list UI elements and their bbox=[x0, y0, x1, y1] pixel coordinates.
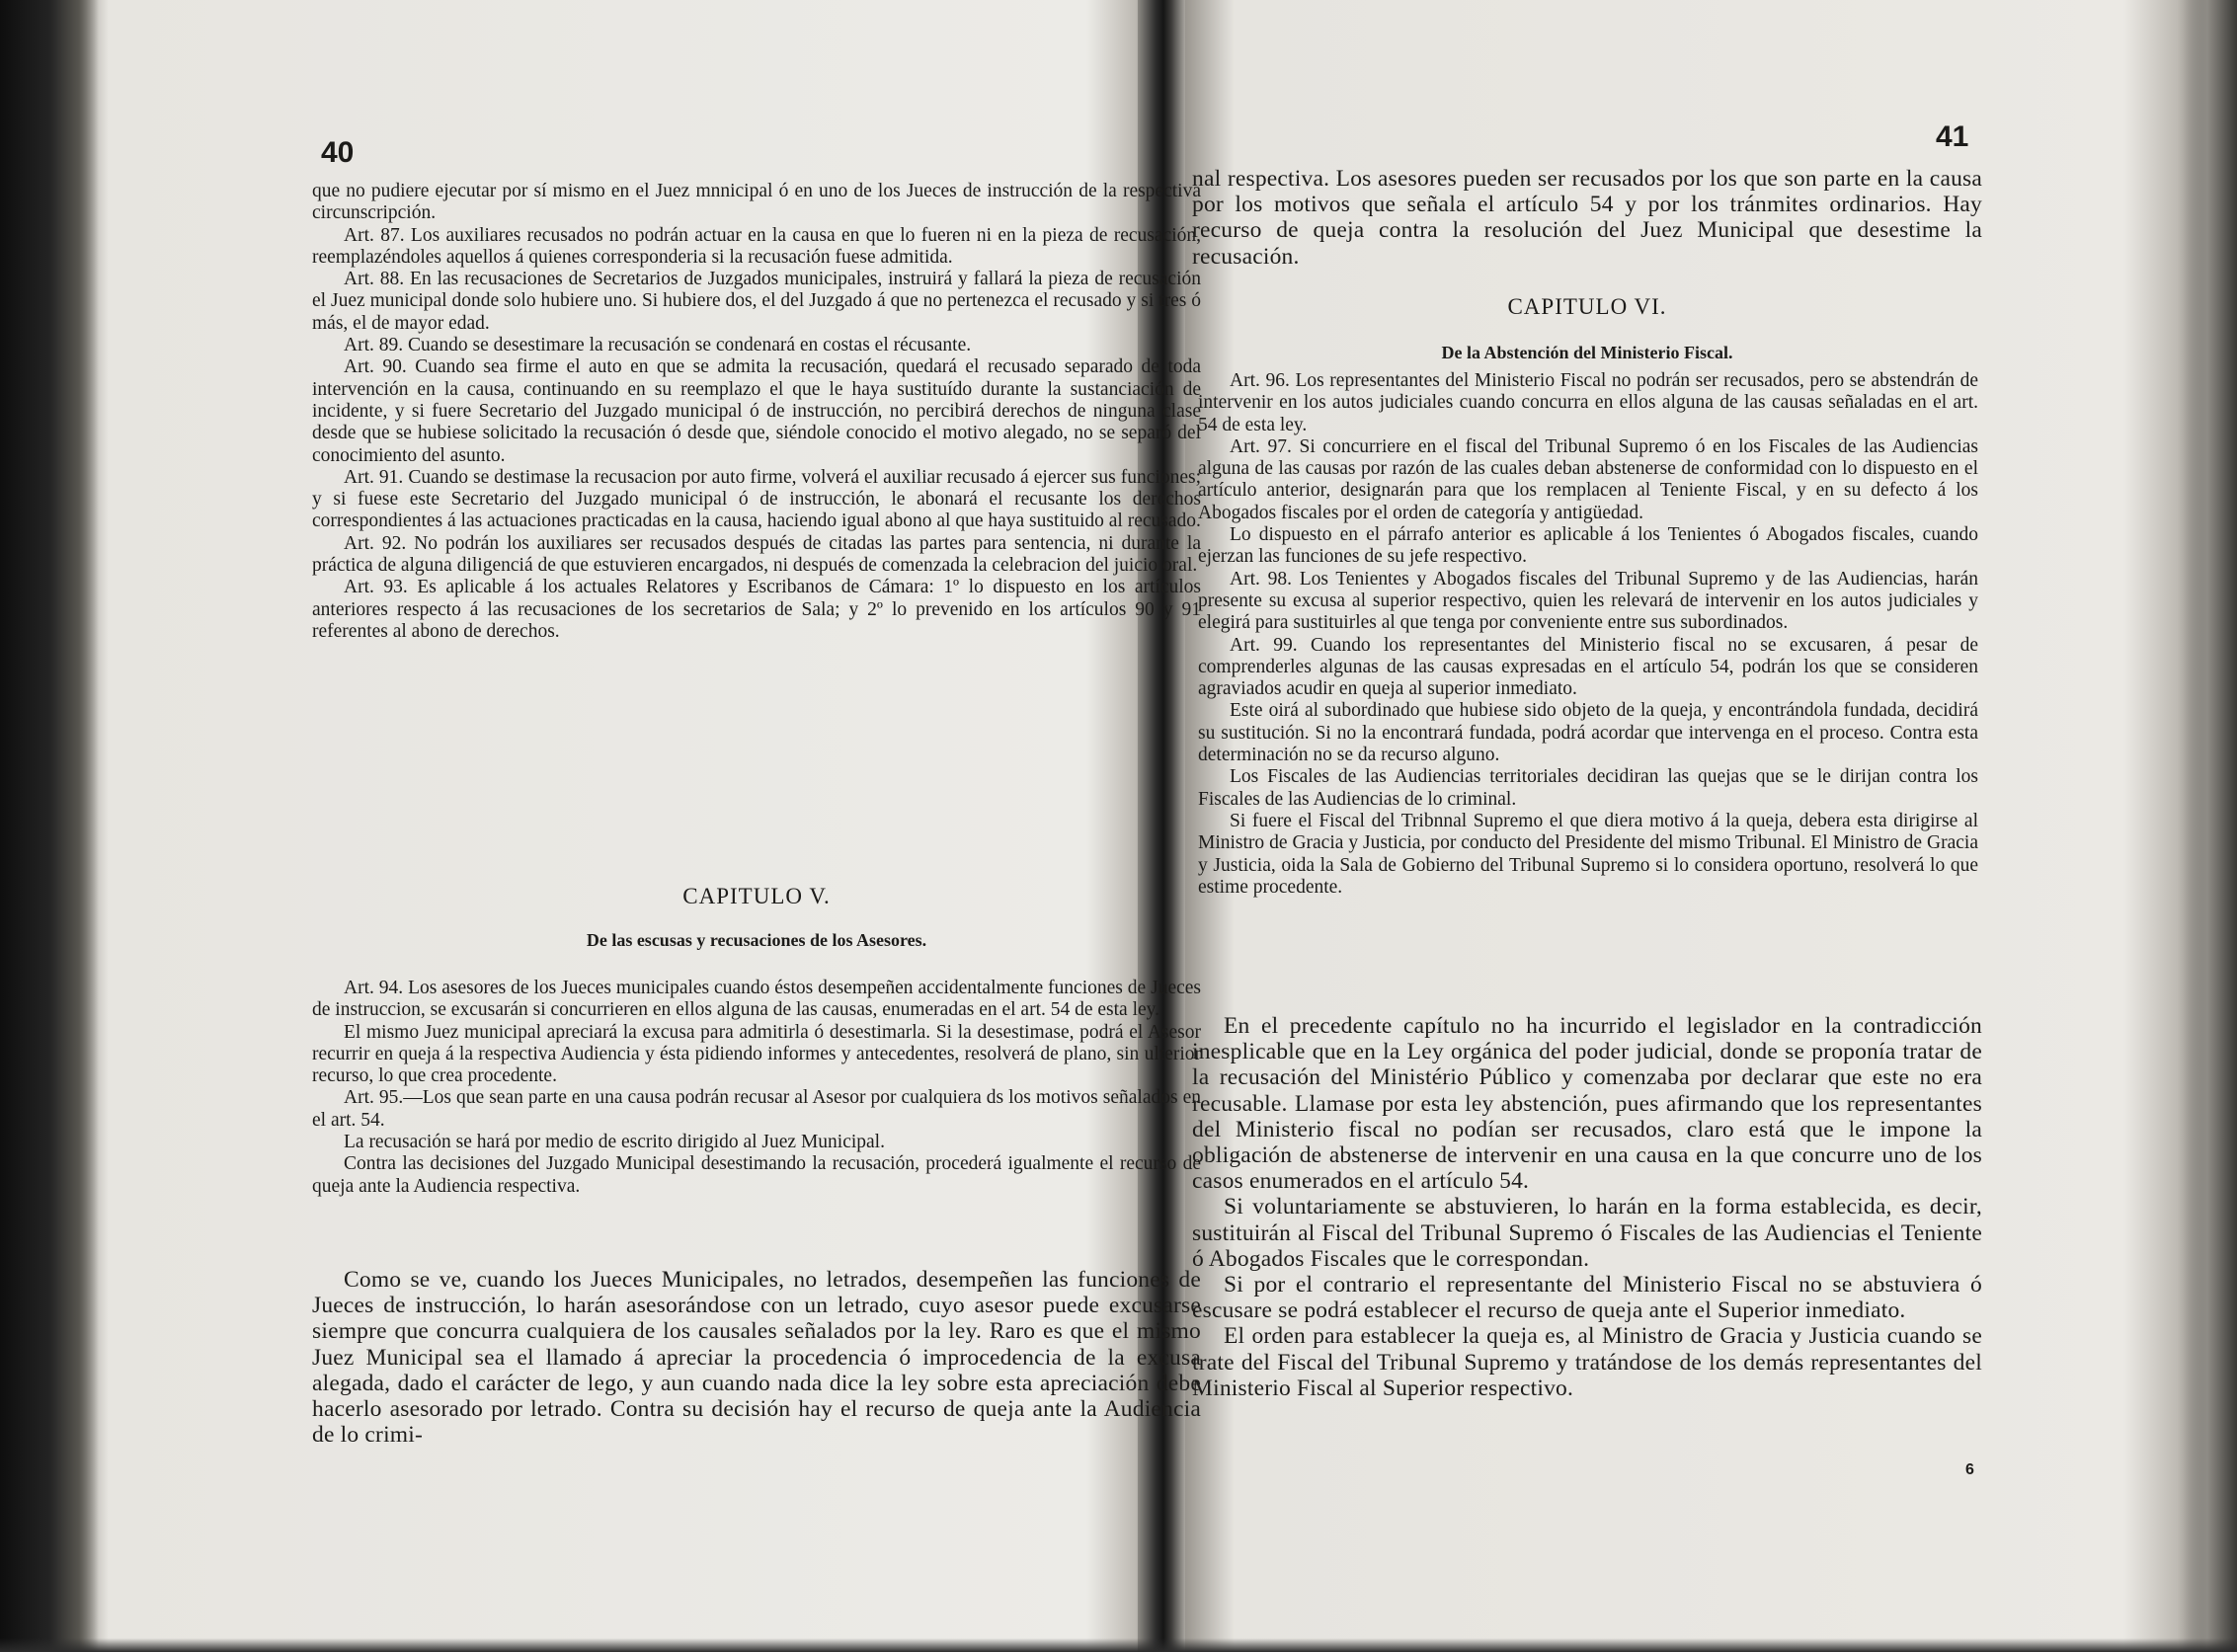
article-98: Art. 98. Los Tenientes y Abogados fiscales del Tribunal Supremo y de las Audiencias, harán presente su excusa al superior respectivo, quien les relevará de intervenir en los autos judiciales y elegirá para sustituirles al que tenga por conveniente entre sus subordinados. bbox=[1198, 568, 1978, 634]
page-number-left: 40 bbox=[321, 136, 355, 169]
left-book-edge bbox=[0, 0, 99, 1652]
chapter-subtitle-v: De las escusas y recusaciones de los Asesores. bbox=[586, 930, 927, 950]
paragraph: La recusación se hará por medio de escrito dirigido al Juez Municipal. bbox=[344, 1132, 885, 1153]
commentary-paragraph: Si por el contrario el representante del Ministerio Fiscal no se abstuviera ó escusare se podrá establecer el recurso de queja ante el Superior inmediato. bbox=[1192, 1272, 1982, 1324]
chapter-subtitle-vi: De la Abstención del Ministerio Fiscal. bbox=[1441, 343, 1733, 362]
article-96: Art. 96. Los representantes del Ministerio Fiscal no podrán ser recusados, pero se abstendrán de intervenir en los autos judiciales cuando concurra en ellos alguna de las causas señaladas en el art. 54 de esta ley. bbox=[1198, 370, 1978, 435]
article-99: Art. 99. Cuando los representantes del Ministerio fiscal no se excusaren, á pesar de comprenderles algunas de las causas expresadas en el artículo 54, podrán los que se consideren agraviados acudir en queja al superior inmediato. bbox=[1198, 634, 1978, 700]
commentary-right bbox=[1192, 1013, 1982, 1401]
commentary-paragraph: En el precedente capítulo no ha incurrido el legislador en la contradicción inesplicable que en la Ley orgánica del poder judicial, donde se proponía tratar de la recusación del Ministério Público y comenzaba por declarar que este no era recusable. Llamase por esta ley abstención, pues afirmando que los representantes del Ministerio fiscal no podían ser recusados, claro está que le impone la obligación de abstenerse de intervenir en una causa en la que concurre uno de los casos enumerados en el artículo 54. bbox=[1192, 1013, 1982, 1195]
article-97: Art. 97. Si concurriere en el fiscal del Tribunal Supremo ó en los Fiscales de las Audiencias alguna de las causas por razón de las cuales deban abstenerse de conformidad con lo dispuesto en el artículo anterior, designarán para que los remplacen al Teniente Fiscal, y en su defecto á los Abogados fiscales por el orden de categoría y antigüedad. bbox=[1198, 435, 1978, 523]
articles-block-94-95 bbox=[312, 978, 1201, 1198]
printer-signature-mark: 6 bbox=[1965, 1461, 1974, 1478]
chapter-title-v: CAPITULO V. bbox=[682, 884, 831, 908]
left-page bbox=[109, 0, 1201, 1652]
right-page bbox=[1185, 0, 2183, 1652]
article-91: Art. 91. Cuando se destimase la recusacion por auto firme, volverá el auxiliar recusado á ejercer sus funciones; y si fuese este Secretario del Juzgado municipal ó de instrucción, le abonará el recusante los derechos correspondientes á las actuaciones practicadas en la causa, haciendo igual abono al que haya sustituido al recusado. bbox=[312, 466, 1201, 532]
article-90: Art. 90. Cuando sea firme el auto en que se admita la recusación, quedará el recusado separado de toda intervención en la causa, continuando en su reemplazo el que le haya sustituído durante la sustanciación de incidente, y si fuere Secretario del Juzgado municipal ó de instrucción, no percibirá derechos de ninguna clase desde que se hubiese solicitado la recusación ó desde que, siéndole conocido el motivo alegado, no se separó del conocimiento del asunto. bbox=[312, 356, 1201, 466]
paragraph: Contra las decisiones del Juzgado Municipal desestimando la recusación, procederá igualmente el recurso de queja ante la Audiencia respectiva. bbox=[312, 1153, 1201, 1197]
article-93: Art. 93. Es aplicable á los actuales Relatores y Escribanos de Cámara: 1º lo dispuesto en los artículos anteriores respecto á las recusaciones de los secretarios de Sala; y 2º lo prevenido en los artículos 90 y 91 referentes al abono de derechos. bbox=[312, 577, 1201, 642]
articles-block-96-99 bbox=[1198, 370, 1978, 899]
paragraph: que no pudiere ejecutar por sí mismo en el Juez mnnicipal ó en uno de los Jueces de instrucción de la respectiva circunscripción. bbox=[312, 181, 1201, 224]
commentary-paragraph: nal respectiva. Los asesores pueden ser recusados por los que son parte en la causa por los motivos que señala el artículo 54 y por los tránmites ordinarios. Hay recurso de queja contra la resolución del Juez Municipal que desestime la recusación. bbox=[1192, 166, 1982, 270]
article-95: Art. 95.—Los que sean parte en una causa podrán recusar al Asesor por cualquiera ds los motivos señalados en el art. 54. bbox=[312, 1087, 1201, 1131]
chapter-title-vi: CAPITULO VI. bbox=[1507, 294, 1667, 319]
article-94: Art. 94. Los asesores de los Jueces municipales cuando éstos desempeñen accidentalmente funciones de Jueces de instruccion, se excusarán si concurrieren en ellos alguna de las causas, enumeradas en el art. 54 de esta ley. bbox=[312, 978, 1201, 1021]
paragraph: Los Fiscales de las Audiencias territoriales decidiran las quejas que se le dirijan contra los Fiscales de las Audiencias de lo criminal. bbox=[1198, 766, 1978, 810]
paragraph: Si fuere el Fiscal del Tribnnal Supremo el que diera motivo á la queja, debera esta dirigirse al Ministro de Gracia y Justicia, por conducto del Presidente del mismo Tribunal. El Ministro de Gracia y Justicia, oida la Sala de Gobierno del Tribunal Supremo si lo considera oportuno, resolverá lo que estime procedente. bbox=[1198, 810, 1978, 898]
article-88: Art. 88. En las recusaciones de Secretarios de Juzgados municipales, instruirá y fallará la pieza de recusación el Juez municipal donde solo hubiere uno. Si hubiere dos, el del Juzgado á que no pertenezca el recusado y si tres ó más, el de mayor edad. bbox=[312, 269, 1201, 334]
commentary-paragraph: Como se ve, cuando los Jueces Municipales, no letrados, desempeñen las funciones de Jueces de instrucción, lo harán asesorándose con un letrado, cuyo asesor puede excusarse siempre que concurra cualquiera de los causales señalados por la ley. Raro es que el mismo Juez Municipal sea el llamado á apreciar la procedencia ó improcedencia de la excusa alegada, dado el carácter de lego, y aun cuando nada dice la ley sobre esta apreciación debe hacerlo asesorado por letrado. Contra su decisión hay el recurso de queja ante la Audiencia de lo crimi- bbox=[312, 1267, 1201, 1449]
article-87: Art. 87. Los auxiliares recusados no podrán actuar en la causa en que lo fueren ni en la pieza de recusación, reemplazéndoles aquellos á quienes corresponderia si la recusación fuese admitida. bbox=[312, 224, 1201, 268]
page-number-right: 41 bbox=[1936, 120, 1969, 153]
commentary-left bbox=[312, 1267, 1201, 1448]
commentary-paragraph: El orden para establecer la queja es, al Ministro de Gracia y Justicia cuando se trate del Fiscal del Tribunal Supremo y tratándose de los demás representantes del Ministerio Fiscal al Superior respectivo. bbox=[1192, 1323, 1982, 1401]
article-89: Art. 89. Cuando se desestimare la recusación se condenará en costas el récusante. bbox=[344, 335, 972, 356]
right-book-edge bbox=[2178, 0, 2237, 1652]
commentary-continuation bbox=[1192, 166, 1982, 270]
paragraph: El mismo Juez municipal apreciará la excusa para admitirla ó desestimarla. Si la desestimase, podrá el Asesor recurrir en queja á la respectiva Audiencia y ésta pidiendo informes y antecedentes, resolverá de plano, sin ulterior recurso, lo que crea procedente. bbox=[312, 1021, 1201, 1087]
paragraph: Lo dispuesto en el párrafo anterior es aplicable á los Tenientes ó Abogados fiscales, cuando ejerzan las funciones de su jefe respectivo. bbox=[1198, 524, 1978, 568]
paragraph: Este oirá al subordinado que hubiese sido objeto de la queja, y encontrándola fundada, decidirá su sustitución. Si no la encontrará fundada, podrá acordar que intervenga en el proceso. Contra esta determinación no se da recurso alguno. bbox=[1198, 700, 1978, 766]
commentary-paragraph: Si voluntariamente se abstuvieren, lo harán en la forma establecida, es decir, sustituirán al Fiscal del Tribunal Supremo ó Fiscales de las Audiencias el Teniente ó Abogados Fiscales que le correspondan. bbox=[1192, 1194, 1982, 1272]
articles-block-87-93 bbox=[312, 181, 1201, 643]
article-92: Art. 92. No podrán los auxiliares ser recusados después de citadas las partes para sentencia, ni durante la práctica de alguna diligenciá de que estuvieren encargados, ni después de comenzada la celebracion del juicio oral. bbox=[312, 532, 1201, 577]
